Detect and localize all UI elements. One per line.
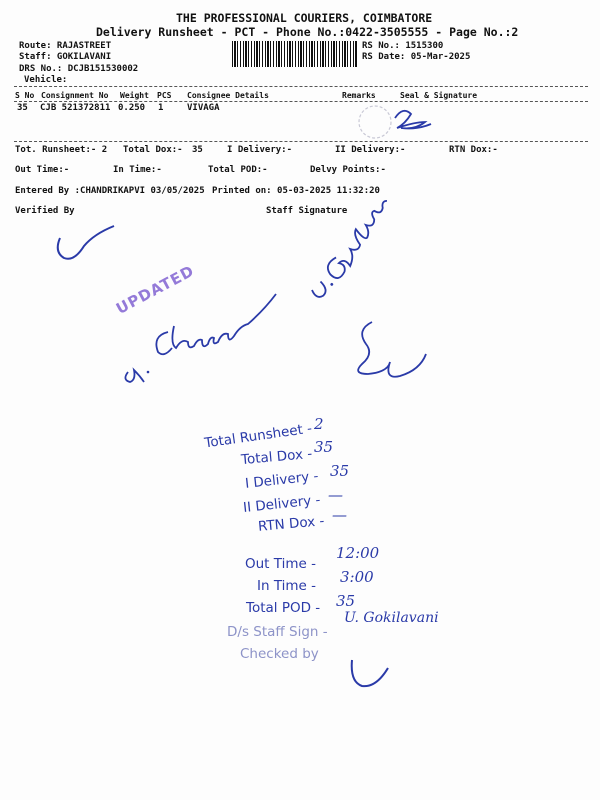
hw-i-delivery-label: I Delivery - — [244, 468, 320, 492]
hw-staff-sign-label: D/s Staff Sign - — [227, 624, 328, 640]
out-time: Out Time:- — [15, 165, 70, 175]
route-label: Route: RAJASTREET — [19, 41, 112, 51]
cell-pcs: 1 — [158, 103, 164, 113]
staff-label: Staff: GOKILAVANI — [19, 52, 112, 62]
checked-by-mark — [352, 660, 388, 686]
hw-out-time-label: Out Time - — [245, 556, 316, 572]
vehicle-label: Vehicle: — [24, 75, 68, 85]
verifier-signature — [156, 294, 276, 354]
delvy-points: Delvy Points:- — [310, 165, 386, 175]
verified-check — [58, 226, 114, 259]
loop-signature — [358, 322, 426, 377]
col-sno: S No — [15, 91, 35, 100]
col-consignee: Consignee Details — [187, 91, 269, 100]
barcode-image — [232, 41, 358, 67]
in-time: In Time:- — [113, 165, 162, 175]
hw-out-time-value: 12:00 — [336, 544, 380, 562]
hw-staff-sign-value: U. Gokilavani — [344, 610, 439, 626]
col-remarks: Remarks — [342, 91, 376, 100]
runsheet-subtitle: Delivery Runsheet - PCT - Phone No.:0422-3505555 - Page No.:2 — [96, 25, 519, 39]
col-seal: Seal & Signature — [400, 91, 478, 100]
hw-ii-delivery-label: II Delivery - — [242, 491, 322, 517]
table-header-rule — [14, 101, 588, 102]
tot-runsheet: Tot. Runsheet:- 2 — [15, 145, 108, 155]
rtn-dox: RTN Dox:- — [449, 145, 498, 155]
hw-total-runsheet-label: Total Runsheet - — [203, 420, 313, 452]
rs-number: RS No.: 1515300 — [362, 41, 444, 51]
table-bottom-rule — [14, 141, 588, 142]
seal-stamp — [359, 106, 391, 138]
updated-stamp: UPDATED — [113, 261, 198, 318]
ii-delivery: II Delivery:- — [335, 145, 406, 155]
printed-on: Printed on: 05-03-2025 11:32:20 — [212, 186, 380, 196]
total-dox-value: 35 — [192, 145, 203, 155]
hw-total-runsheet-value: 2 — [314, 415, 324, 433]
hw-total-dox-label: Total Dox - — [240, 445, 313, 469]
entered-by: Entered By :CHANDRIKAPVI 03/05/2025 — [15, 186, 205, 196]
rs-date: RS Date: 05-Mar-2025 — [362, 52, 471, 62]
hw-total-pod-value: 35 — [336, 592, 356, 610]
cell-weight: 0.250 — [118, 103, 146, 113]
col-pcs: PCS — [157, 91, 172, 100]
drs-number: DRS No.: DCJB151530002 — [19, 64, 139, 74]
hw-checked-by-label: Checked by — [240, 646, 319, 662]
cell-consignee: VIVAGA — [187, 103, 220, 113]
hw-ii-delivery-value: — — [328, 486, 343, 504]
hw-total-dox-value: 35 — [314, 438, 334, 456]
cell-consignment: CJB 521372811 — [40, 103, 111, 113]
hw-in-time-label: In Time - — [257, 578, 317, 594]
total-dox-label: Total Dox:- — [123, 145, 183, 155]
cell-sno: 35 — [17, 103, 28, 113]
row-signature — [395, 111, 431, 129]
col-weight: Weight — [120, 91, 149, 100]
hw-rtn-dox-label: RTN Dox - — [257, 513, 326, 535]
table-top-rule — [14, 86, 588, 87]
i-delivery: I Delivery:- — [227, 145, 293, 155]
verified-by: Verified By — [15, 206, 75, 216]
company-title: THE PROFESSIONAL COURIERS, COIMBATORE — [176, 11, 433, 25]
hw-in-time-value: 3:00 — [340, 568, 374, 586]
staff-signature-label: Staff Signature — [266, 206, 348, 216]
hw-total-pod-label: Total POD - — [246, 600, 321, 616]
hw-rtn-dox-value: — — [332, 506, 347, 524]
verifier-signature-initial — [125, 370, 144, 382]
total-pod: Total POD:- — [208, 165, 268, 175]
col-consignment: Consignment No — [41, 91, 109, 100]
hw-i-delivery-value: 35 — [330, 462, 350, 480]
